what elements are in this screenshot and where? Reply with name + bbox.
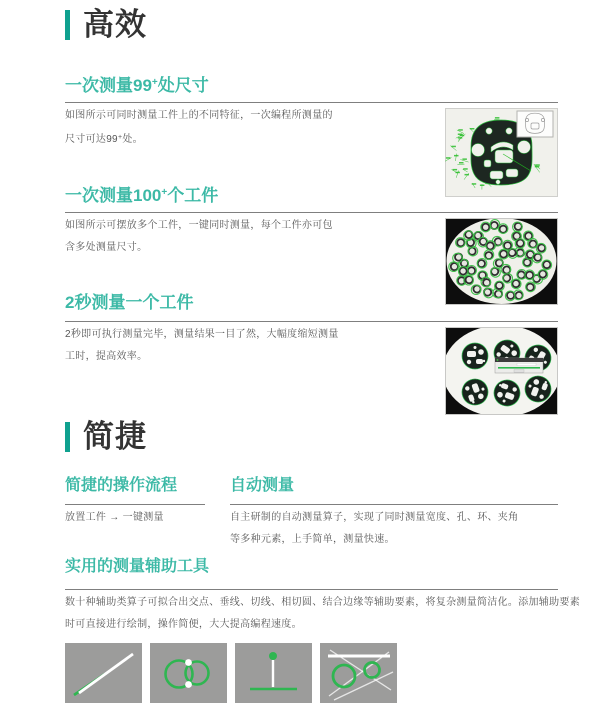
feature-body-2s: 2秒即可执行测量完毕，测量结果一目了然，大幅度缩短测量 工时，提高效率。 [65, 329, 339, 362]
accent-bar [65, 10, 70, 40]
part-outline-inset [517, 111, 553, 137]
divider [230, 504, 558, 505]
perpendicular-line-icon [235, 643, 312, 703]
column-body-workflow: 放置工件 → 一键测量 [65, 512, 164, 523]
tool-box-line-fit [65, 643, 142, 703]
six-parts-progress-image [445, 327, 558, 415]
progress-dialog [495, 358, 543, 373]
feature-heading-100-parts: 一次测量100+个工件 [65, 186, 219, 205]
divider [65, 589, 558, 590]
annotated-part-measurement-image [445, 108, 558, 197]
section-title: 高效 [83, 7, 147, 42]
progress-bar [498, 367, 540, 369]
column-heading-auto-measure: 自动测量 [230, 477, 295, 494]
intersection-points-icon [150, 643, 227, 703]
tool-box-perpendicular [235, 643, 312, 703]
section-heading-simple [65, 421, 147, 453]
section-heading-efficient [65, 9, 147, 41]
feature-body-99-dims: 如图所示可同时测量工件上的不同特征，一次编程所测量的 尺寸可达99+处。 [65, 110, 333, 145]
divider [65, 212, 558, 213]
feature-heading-2s: 2秒测量一个工件 [65, 293, 194, 312]
feature-heading-99-dims: 一次测量99+处尺寸 [65, 76, 209, 95]
divider [65, 102, 558, 103]
tangent-circle-icon [320, 643, 397, 703]
tool-box-tangent [320, 643, 397, 703]
column-body-auto-measure: 自主研制的自动测量算子，实现了同时测量宽度、孔、环、夹角 等多种元素，上手简单，测量快速。 [230, 512, 519, 545]
line-fit-icon [65, 643, 142, 703]
feature-body-100-parts: 如图所示可摆放多个工件，一键同时测量，每个工件亦可包 含多处测量尺寸。 [65, 220, 333, 253]
multiple-parts-field-image [445, 218, 558, 305]
tools-heading: 实用的测量辅助工具 [65, 558, 210, 575]
divider [65, 504, 205, 505]
tools-body: 数十种辅助类算子可拟合出交点、垂线、切线、相切圆、结合边缘等辅助要素，将复杂测量简洁化。添加辅助要素 时可直接进行绘制，操作简便，大大提高编程速度。 [65, 597, 580, 630]
divider [65, 321, 558, 322]
column-heading-workflow: 简捷的操作流程 [65, 477, 178, 494]
tool-box-intersection [150, 643, 227, 703]
section-title: 简捷 [83, 419, 147, 454]
accent-bar [65, 422, 70, 452]
